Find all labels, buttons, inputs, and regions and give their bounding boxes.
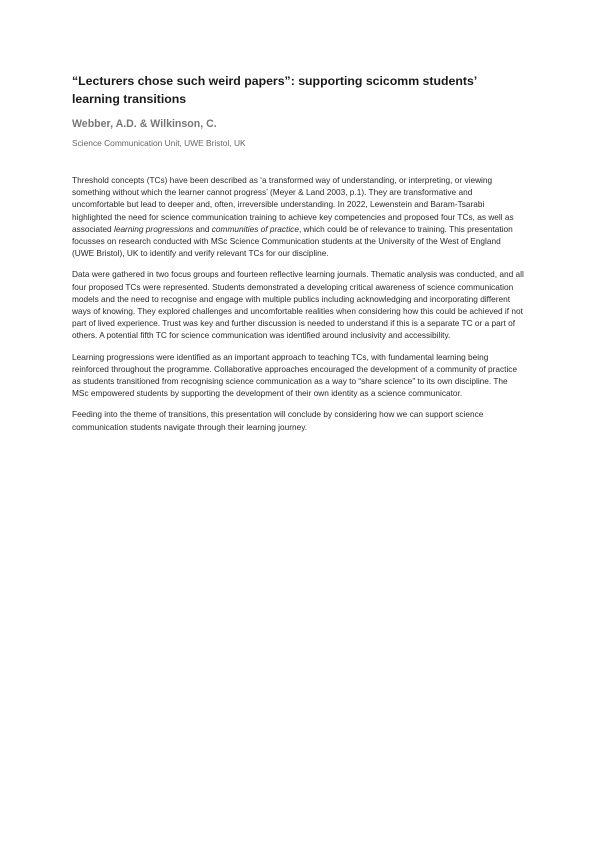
- paper-title: “Lecturers chose such weird papers”: supporting scicomm students’ learning transitions: [72, 74, 477, 106]
- abstract-body: [72, 174, 524, 433]
- paragraph-text: Threshold concepts (TCs) have been described as ‘a transformed way of understanding, or interpreting, or viewing something without which the learner cannot progress’ (Meyer & Land 2003, p.1). They are transformative and uncomfortable but lead to deeper and, often, irreversible understanding. In 2022, Lewenstein and Baram-Tsarabi highlighted the need for science communication training to achieve key competencies and proposed four TCs, as well as associated: [72, 175, 514, 234]
- emphasis-communities-of-practice: communities of practice: [211, 223, 299, 234]
- emphasis-learning-progressions: learning progressions: [113, 223, 194, 234]
- paragraph-text: and: [193, 223, 212, 234]
- paragraph-2: Data were gathered in two focus groups and fourteen reflective learning journals. Thematic analysis was conducted, and all four proposed TCs were represented. Students demonstrated a developing critical awareness of science communication models and the need to recognise and engage with multiple publics including acknowledging and incorporating different ways of knowing. They explored challenges and uncomfortable realities when considering how this could be achieved if not part of lived experience. Trust was key and further discussion is needed to understand if this is a separate TC or a part of others. A potential fifth TC for science communication was identified around inclusivity and accessibility.: [72, 269, 524, 341]
- paragraph-4: Feeding into the theme of transitions, this presentation will conclude by considering how we can support science communication students navigate through their learning journey.: [72, 409, 484, 432]
- document-page: [72, 72, 524, 442]
- authors: Webber, A.D. & Wilkinson, C.: [72, 118, 217, 130]
- paragraph-3: Learning progressions were identified as an important approach to teaching TCs, with fundamental learning being reinforced throughout the programme. Collaborative approaches encouraged the development of a community of practice as students transitioned from recognising science communication as a way to “share science” to its own discipline. The MSc empowered students by supporting the development of their own identity as a science communicator.: [72, 351, 518, 399]
- paragraph-text: , which could be of relevance to training. This presentation focusses on research conducted with MSc Science Communication students at the University of the West of England (UWE Bristol), UK to identify and verify relevant TCs for our discipline.: [72, 223, 513, 259]
- affiliation: Science Communication Unit, UWE Bristol, UK: [72, 138, 246, 148]
- paragraph-1: [72, 174, 524, 259]
